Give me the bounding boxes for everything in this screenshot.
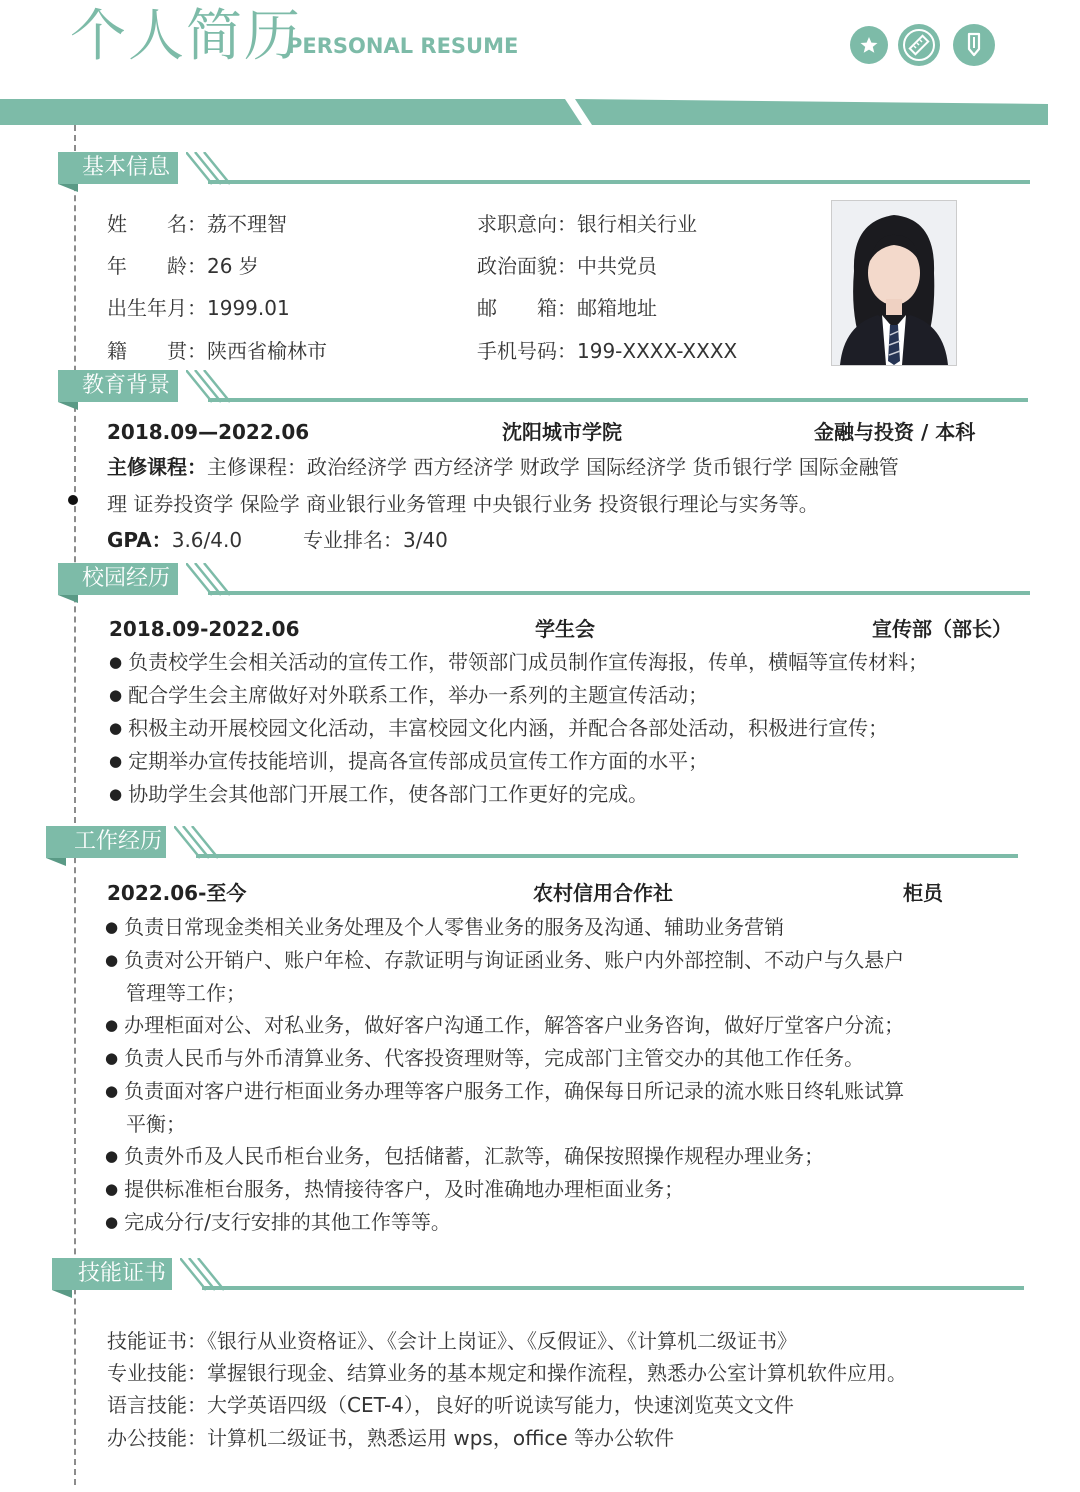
skills-line: 技能证书：《银行从业资格证》、《会计上岗证》、《反假证》、《计算机二级证书》 [107, 1329, 797, 1353]
campus-item: ● 配合学生会主席做好对外联系工作，举办一系列的主题宣传活动； [109, 679, 708, 713]
intent-label: 求职意向： [477, 212, 577, 236]
email-row [477, 294, 657, 322]
ruler-icon [898, 24, 940, 66]
name-label: 姓 名： [107, 212, 207, 236]
age-row [107, 252, 259, 280]
name-row [107, 210, 287, 238]
courses-label: 主修课程： [107, 455, 207, 479]
education-period: 2018.09—2022.06 [107, 420, 310, 444]
skills-line: 语言技能：大学英语四级（CET-4），良好的听说读写能力，快速浏览英文文件 [107, 1393, 794, 1417]
campus-item: ● 积极主动开展校园文化活动，丰富校园文化内涵，并配合各部处活动，积极进行宣传； [109, 712, 888, 746]
phone-row [477, 337, 737, 365]
skills-line: 专业技能：掌握银行现金、结算业务的基本规定和操作流程，熟悉办公室计算机软件应用。 [107, 1361, 907, 1385]
birth-value: 1999.01 [207, 296, 290, 320]
work-item: ● 提供标准柜台服务，热情接待客户，及时准确地办理柜面业务； [105, 1173, 684, 1207]
section-title: 工作经历 [46, 826, 166, 858]
section-title: 教育背景 [58, 370, 178, 402]
section-header-work [46, 826, 1018, 866]
courses-line-1 [107, 451, 899, 483]
birth-row [107, 294, 290, 322]
work-item: ● 负责人民币与外币清算业务、代客投资理财等，完成部门主管交办的其他工作任务。 [105, 1042, 864, 1076]
section-title: 校园经历 [58, 563, 178, 595]
politics-value: 中共党员 [577, 254, 657, 278]
gpa-value: 3.6/4.0 [171, 528, 243, 552]
gpa-row [107, 524, 242, 556]
email-value: 邮箱地址 [577, 296, 657, 320]
section-title: 基本信息 [58, 152, 178, 184]
work-position: 柜员 [903, 881, 943, 905]
campus-item: ● 定期举办宣传技能培训，提高各宣传部成员宣传工作方面的水平； [109, 745, 708, 779]
phone-label: 手机号码： [477, 339, 577, 363]
email-label: 邮 箱： [477, 296, 577, 320]
campus-item: ● 负责校学生会相关活动的宣传工作，带领部门成员制作宣传海报，传单，横幅等宣传材料； [109, 646, 928, 680]
section-header-basic [58, 152, 1030, 192]
work-item: ● 负责日常现金类相关业务处理及个人零售业务的服务及沟通、辅助业务营销 [105, 911, 784, 945]
work-item: ● 办理柜面对公、对私业务，做好客户沟通工作，解答客户业务咨询，做好厅堂客户分流； [105, 1009, 904, 1043]
timeline-dot [68, 495, 78, 505]
section-header-education [58, 370, 1028, 410]
rank-text: 专业排名：3/40 [303, 528, 448, 552]
age-label: 年 龄： [107, 254, 207, 278]
birth-label: 出生年月： [107, 296, 207, 320]
courses-line-2: 理 证券投资学 保险学 商业银行业务管理 中央银行业务 投资银行理论与实务等。 [107, 492, 819, 516]
intent-row [477, 210, 697, 238]
skills-line: 办公技能：计算机二级证书，熟悉运用 wps，office 等办公软件 [107, 1426, 675, 1450]
work-item-continuation: 管理等工作； [126, 981, 246, 1005]
work-period: 2022.06-至今 [107, 881, 247, 905]
education-major: 金融与投资 / 本科 [814, 420, 976, 444]
header-band [0, 99, 1048, 127]
campus-org: 学生会 [535, 617, 595, 641]
intent-value: 银行相关行业 [577, 212, 697, 236]
politics-row [477, 252, 657, 280]
education-school: 沈阳城市学院 [502, 420, 622, 444]
resume-subtitle: PERSONAL RESUME [287, 34, 519, 58]
campus-period: 2018.09-2022.06 [109, 617, 300, 641]
campus-item: ● 协助学生会其他部门开展工作，使各部门工作更好的完成。 [109, 778, 648, 812]
section-title: 技能证书 [52, 1258, 172, 1290]
name-value: 荔不理智 [207, 212, 287, 236]
work-item: ● 负责对公开销户、账户年检、存款证明与询证函业务、账户内外部控制、不动户与久悬户 [105, 944, 904, 978]
star-icon [850, 26, 888, 64]
work-item-continuation: 平衡； [126, 1112, 186, 1136]
phone-value: 199-XXXX-XXXX [577, 339, 738, 363]
courses-text-1: 主修课程：政治经济学 西方经济学 财政学 国际经济学 货币银行学 国际金融管 [207, 455, 899, 479]
work-item: ● 负责外币及人民币柜台业务，包括储蓄，汇款等，确保按照操作规程办理业务； [105, 1140, 824, 1174]
resume-title: 个人简历 [70, 4, 302, 69]
work-company: 农村信用合作社 [533, 881, 673, 905]
campus-role: 宣传部（部长） [872, 617, 1012, 641]
work-item: ● 完成分行/支行安排的其他工作等等。 [105, 1206, 451, 1240]
age-value: 26 岁 [207, 254, 259, 278]
origin-label: 籍 贯： [107, 339, 207, 363]
politics-label: 政治面貌： [477, 254, 577, 278]
section-header-skills [52, 1258, 1024, 1298]
pen-icon [953, 24, 995, 66]
profile-photo [831, 200, 957, 366]
work-item: ● 负责面对客户进行柜面业务办理等客户服务工作，确保每日所记录的流水账日终轧账试算 [105, 1075, 904, 1109]
origin-row [107, 337, 327, 365]
gpa-label: GPA： [107, 528, 172, 552]
section-header-campus [58, 563, 1030, 603]
origin-value: 陕西省榆林市 [207, 339, 327, 363]
